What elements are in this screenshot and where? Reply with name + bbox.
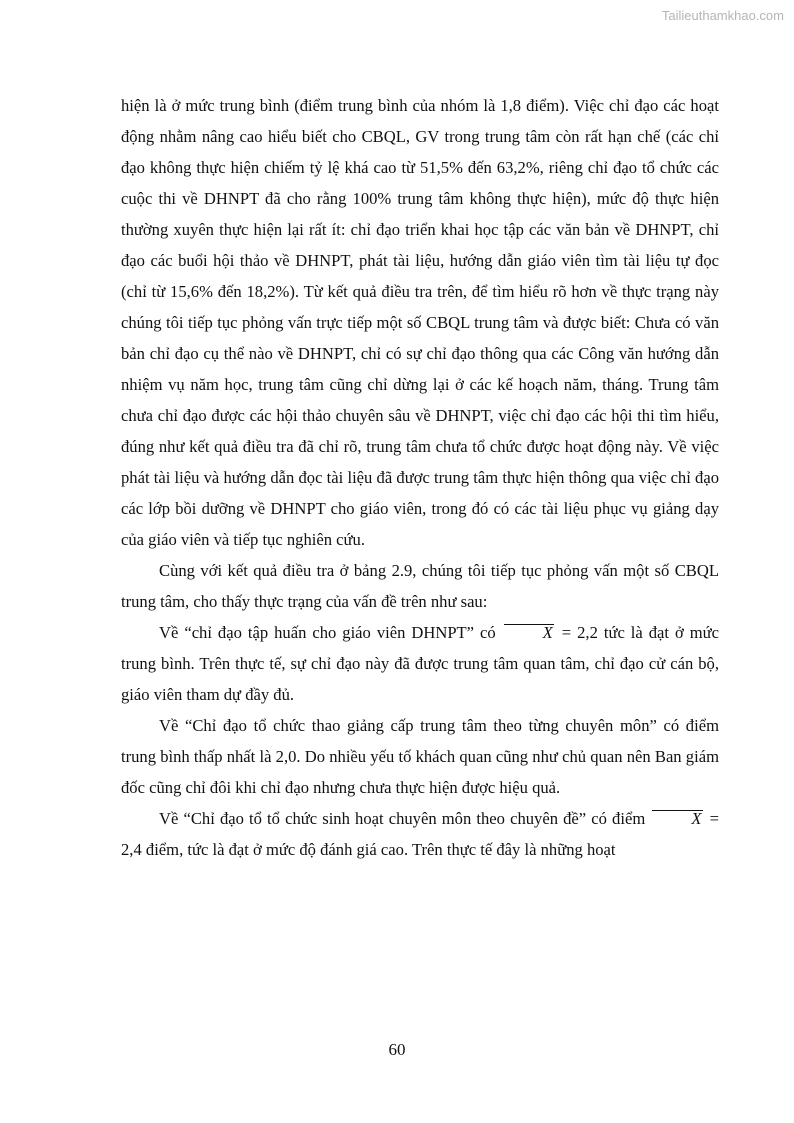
paragraph-4 [121,710,719,803]
paragraph-5-text-before: Về “Chỉ đạo tổ tổ chức sinh hoạt chuyên môn theo chuyên đề” có điểm [159,809,651,828]
paragraph-3-text-before: Về “chỉ đạo tập huấn cho giáo viên DHNPT” có [159,623,502,642]
paragraph-5 [121,803,719,865]
paragraph-2 [121,555,719,617]
mean-symbol: X [504,624,554,640]
watermark: Tailieuthamkhao.com [661,8,784,23]
page-number: 60 [388,1040,406,1059]
paragraph-1 [121,90,719,555]
paragraph-4-text: Về “Chỉ đạo tổ chức thao giảng cấp trung tâm theo từng chuyên môn” có điểm trung bình thấp nhất là 2,0. Do nhiều yếu tố khách quan cũng như chủ quan nên Ban giám đốc cũng chỉ đôi khi chỉ đạo nhưng chưa thực hiện được hiệu quả. [121,716,719,797]
mean-symbol: X [652,810,702,826]
paragraph-5-text-after: = 2,4 điểm, tức là đạt ở mức độ đánh giá cao. Trên thực tế đây là những hoạt [121,809,719,859]
paragraph-1-text: hiện là ở mức trung bình (điểm trung bình của nhóm là 1,8 điểm). Việc chỉ đạo các hoạt động nhằm nâng cao hiểu biết cho CBQL, GV trong trung tâm còn rất hạn chế (các chỉ đạo không thực hiện chiếm tỷ lệ khá cao từ 51,5% đến 63,2%, riêng chỉ đạo tổ chức các cuộc thi về DHNPT đã cho rằng 100% trung tâm không thực hiện), mức độ thực hiện thường xuyên thực hiện lại rất ít: chỉ đạo triển khai học tập các văn bản về DHNPT, chỉ đạo các buổi hội thảo về DHNPT, phát tài liệu, hướng dẫn giáo viên tìm tài liệu tự đọc (chỉ từ 15,6% đến 18,2%). Từ kết quả điều tra trên, để tìm hiểu rõ hơn về thực trạng này chúng tôi tiếp tục phỏng vấn trực tiếp một số CBQL trung tâm và được biết: Chưa có văn bản chỉ đạo cụ thể nào về DHNPT, chỉ có sự chỉ đạo thông qua các Công văn hướng dẫn nhiệm vụ năm học, trung tâm cũng chỉ dừng lại ở các kế hoạch năm, tháng. Trung tâm chưa chỉ đạo được các hội thảo chuyên sâu về DHNPT, việc chỉ đạo các hội thi tìm hiểu, đúng như kết quả điều tra đã chỉ rõ, trung tâm chưa tổ chức được hoạt động này. Về việc phát tài liệu và hướng dẫn đọc tài liệu đã được trung tâm thực hiện thông qua việc chỉ đạo các lớp bồi dưỡng về DHNPT cho giáo viên, trong đó có các tài liệu phục vụ giảng dạy của giáo viên và tiếp tục nghiên cứu. [121,96,719,549]
paragraph-3 [121,617,719,710]
paragraph-3-text-after: = 2,2 tức là đạt ở mức trung bình. Trên thực tế, sự chỉ đạo này đã được trung tâm quan tâm, chỉ đạo cử cán bộ, giáo viên tham dự đầy đủ. [121,623,719,704]
page-body [121,90,719,865]
paragraph-2-text: Cùng với kết quả điều tra ở bảng 2.9, chúng tôi tiếp tục phỏng vấn một số CBQL trung tâm, cho thấy thực trạng của vấn đề trên như sau: [121,561,719,611]
